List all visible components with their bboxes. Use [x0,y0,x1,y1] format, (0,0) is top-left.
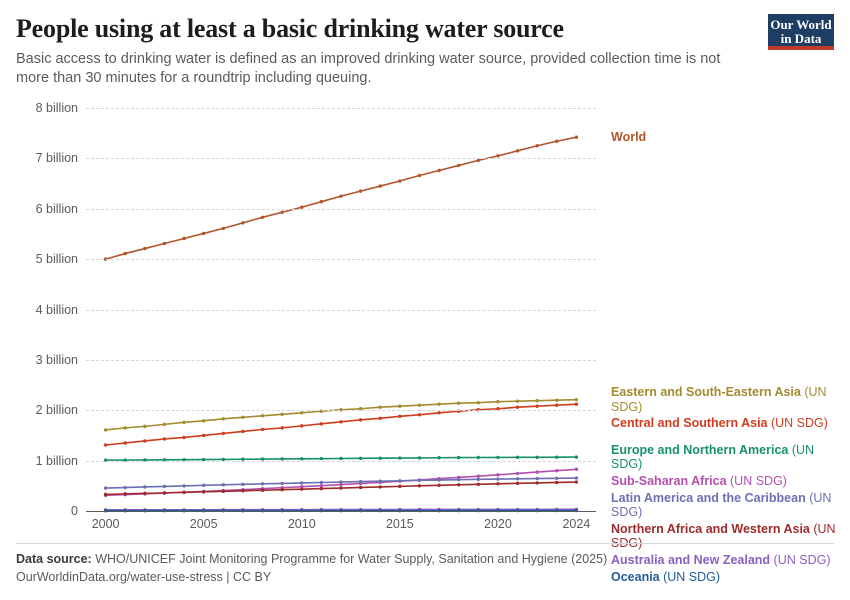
series-point [359,480,362,483]
series-point [555,456,558,459]
series-point [182,491,185,494]
legend-item-label: Eastern and South-Eastern Asia [611,385,801,400]
gridline [86,511,596,512]
series-point [124,441,127,444]
owid-logo[interactable] [768,14,834,50]
series-point [418,413,421,416]
series-point [477,474,480,477]
series-point [241,221,244,224]
series-point [555,398,558,401]
legend-item[interactable] [611,416,841,431]
series-point [222,417,225,420]
series-point [104,486,107,489]
series-point [516,149,519,152]
series-point [535,481,538,484]
series-point [163,491,166,494]
series-point [339,480,342,483]
legend-item-label: Oceania [611,569,660,584]
legend-item-label: Latin America and the Caribbean [611,490,806,505]
series-point [418,174,421,177]
series-point [418,479,421,482]
series-point [202,484,205,487]
series-point [437,456,440,459]
legend-item-suffix: (UN SDG) [770,552,831,567]
legend-item-label: Europe and Northern America [611,442,789,457]
series-point [143,492,146,495]
series-point [182,436,185,439]
series-point [457,483,460,486]
series-point [222,227,225,230]
series-point [280,488,283,491]
series-point [261,428,264,431]
owid-logo-line2: in Data [780,31,822,46]
series-point [241,483,244,486]
series-point [320,481,323,484]
y-axis-tick-label: 5 billion [35,252,78,267]
series-point [477,456,480,459]
series-point [163,423,166,426]
series-point [379,457,382,460]
series-point [261,482,264,485]
y-axis-tick-label: 0 [71,504,78,518]
series-point [437,169,440,172]
x-axis-tick-label: 2015 [385,517,414,531]
series-point [457,402,460,405]
data-source-text: WHO/UNICEF Joint Monitoring Programme for Water Supply, Sanitation and Hygiene (2025) [95,552,608,566]
series-point [359,189,362,192]
series-point [280,482,283,485]
series-point [241,430,244,433]
series-point [398,415,401,418]
series-point [143,425,146,428]
x-axis-tick-label: 2010 [287,517,316,531]
series-point [202,232,205,235]
series-point [575,455,578,458]
series-point [359,418,362,421]
series-point [320,484,323,487]
series-point [261,216,264,219]
series-point [437,403,440,406]
series-point [320,487,323,490]
plot-region[interactable] [35,101,596,531]
series-point [496,477,499,480]
series-point [104,493,107,496]
series-point [261,489,264,492]
series-point [104,428,107,431]
series-point [398,456,401,459]
series-point [516,456,519,459]
chart-footer [16,543,834,584]
series-point [359,457,362,460]
series-point [496,482,499,485]
series-point [379,479,382,482]
series-point [437,478,440,481]
series-point [575,476,578,479]
series-point [516,472,519,475]
series-point [496,473,499,476]
series-point [516,482,519,485]
y-axis-tick-label: 4 billion [35,302,78,317]
series-point [379,417,382,420]
series-point [457,164,460,167]
gridline [86,461,596,462]
legend-item-suffix: (UN SDG) [767,416,828,431]
series-point [516,399,519,402]
data-source-row [16,552,834,566]
series-point [535,405,538,408]
series-line [106,400,577,430]
gridline [86,108,596,109]
series-point [163,242,166,245]
series-point [222,483,225,486]
series-point [496,154,499,157]
series-point [300,487,303,490]
y-axis-tick-label: 6 billion [35,201,78,216]
series-point [535,456,538,459]
legend-item-suffix: (UN SDG) [611,521,836,551]
data-source-label: Data source: [16,552,92,566]
series-point [124,426,127,429]
series-point [575,480,578,483]
series-point [202,434,205,437]
page-title: People using at least a basic drinking water source [16,14,564,43]
x-axis-tick-label: 2020 [484,517,512,531]
series-point [143,439,146,442]
series-point [398,485,401,488]
series-point [575,468,578,471]
legend-item-label: Northern Africa and Western Asia [611,521,810,536]
series-point [300,411,303,414]
legend-item-label: World [611,129,647,144]
series-line [106,137,577,259]
series-point [300,424,303,427]
series-point [202,490,205,493]
series-point [555,404,558,407]
series-point [437,411,440,414]
gridline [86,259,596,260]
series-point [124,486,127,489]
gridline [86,209,596,210]
series-point [535,477,538,480]
y-axis-tick-label: 1 billion [35,453,78,468]
legend-item-label: Sub-Saharan Africa [611,473,727,488]
series-point [182,484,185,487]
series-point [280,413,283,416]
owid-logo-line1: Our World [770,17,832,32]
legend-item[interactable] [611,443,841,472]
legend-item-suffix: (UN SDG) [659,569,721,584]
series-point [398,479,401,482]
legend-item-suffix: (UN SDG) [611,385,827,414]
gridline [86,410,596,411]
y-axis-tick-label: 2 billion [35,403,78,418]
series-point [575,403,578,406]
series-point [339,420,342,423]
x-axis-tick-label: 2024 [562,517,591,531]
series-point [477,483,480,486]
series-point [261,414,264,417]
series-point [535,144,538,147]
series-point [300,481,303,484]
series-point [339,194,342,197]
series-point [280,211,283,214]
series-point [477,478,480,481]
series-point [320,200,323,203]
series-point [320,422,323,425]
legend-item[interactable] [611,130,841,145]
chart-legend [611,108,849,584]
legend-item-label: Central and Southern Asia [611,416,768,431]
series-point [163,485,166,488]
series-point [202,419,205,422]
series-point [398,405,401,408]
series-point [575,398,578,401]
series-point [182,237,185,240]
series-point [575,136,578,139]
x-axis-tick-label: 2000 [91,517,120,531]
series-point [555,481,558,484]
series-point [379,184,382,187]
series-point [143,247,146,250]
series-point [555,140,558,143]
series-point [241,489,244,492]
legend-item-suffix: (UN SDG) [611,490,832,520]
source-link[interactable]: OurWorldinData.org/water-use-stress | CC BY [16,570,272,584]
series-point [418,404,421,407]
series-point [516,477,519,480]
y-axis-tick-label: 7 billion [35,151,78,166]
legend-item-suffix: (UN SDG) [726,473,787,488]
chart-subtitle: Basic access to drinking water is defined as an improved drinking water source, provided collection time is not more than 30 minutes for a roundtrip including queuing. [16,50,721,87]
series-point [457,478,460,481]
series-point [477,401,480,404]
series-point [555,477,558,480]
gridline [86,310,596,311]
series-point [359,486,362,489]
series-point [124,492,127,495]
legend-item[interactable] [611,385,841,414]
legend-item[interactable] [611,474,841,489]
series-point [418,484,421,487]
legend-item-suffix: (UN SDG) [611,442,815,472]
y-axis-tick-label: 3 billion [35,352,78,367]
series-point [280,426,283,429]
series-point [379,406,382,409]
y-axis-tick-label: 8 billion [35,101,78,115]
series-point [163,437,166,440]
series-point [143,485,146,488]
series-point [124,252,127,255]
series-point [222,490,225,493]
x-axis-tick-label: 2005 [189,517,218,531]
series-point [496,400,499,403]
series-point [457,456,460,459]
series-point [379,485,382,488]
series-point [222,432,225,435]
series-point [437,484,440,487]
series-point [104,443,107,446]
series-point [535,399,538,402]
series-point [496,456,499,459]
series-point [516,406,519,409]
gridline [86,158,596,159]
series-point [339,486,342,489]
series-point [535,470,538,473]
series-point [182,421,185,424]
gridline [86,360,596,361]
series-point [398,179,401,182]
series-point [418,456,421,459]
legend-item-label: Australia and New Zealand [611,552,771,567]
legend-item[interactable] [611,491,841,520]
series-point [555,469,558,472]
series-point [241,416,244,419]
